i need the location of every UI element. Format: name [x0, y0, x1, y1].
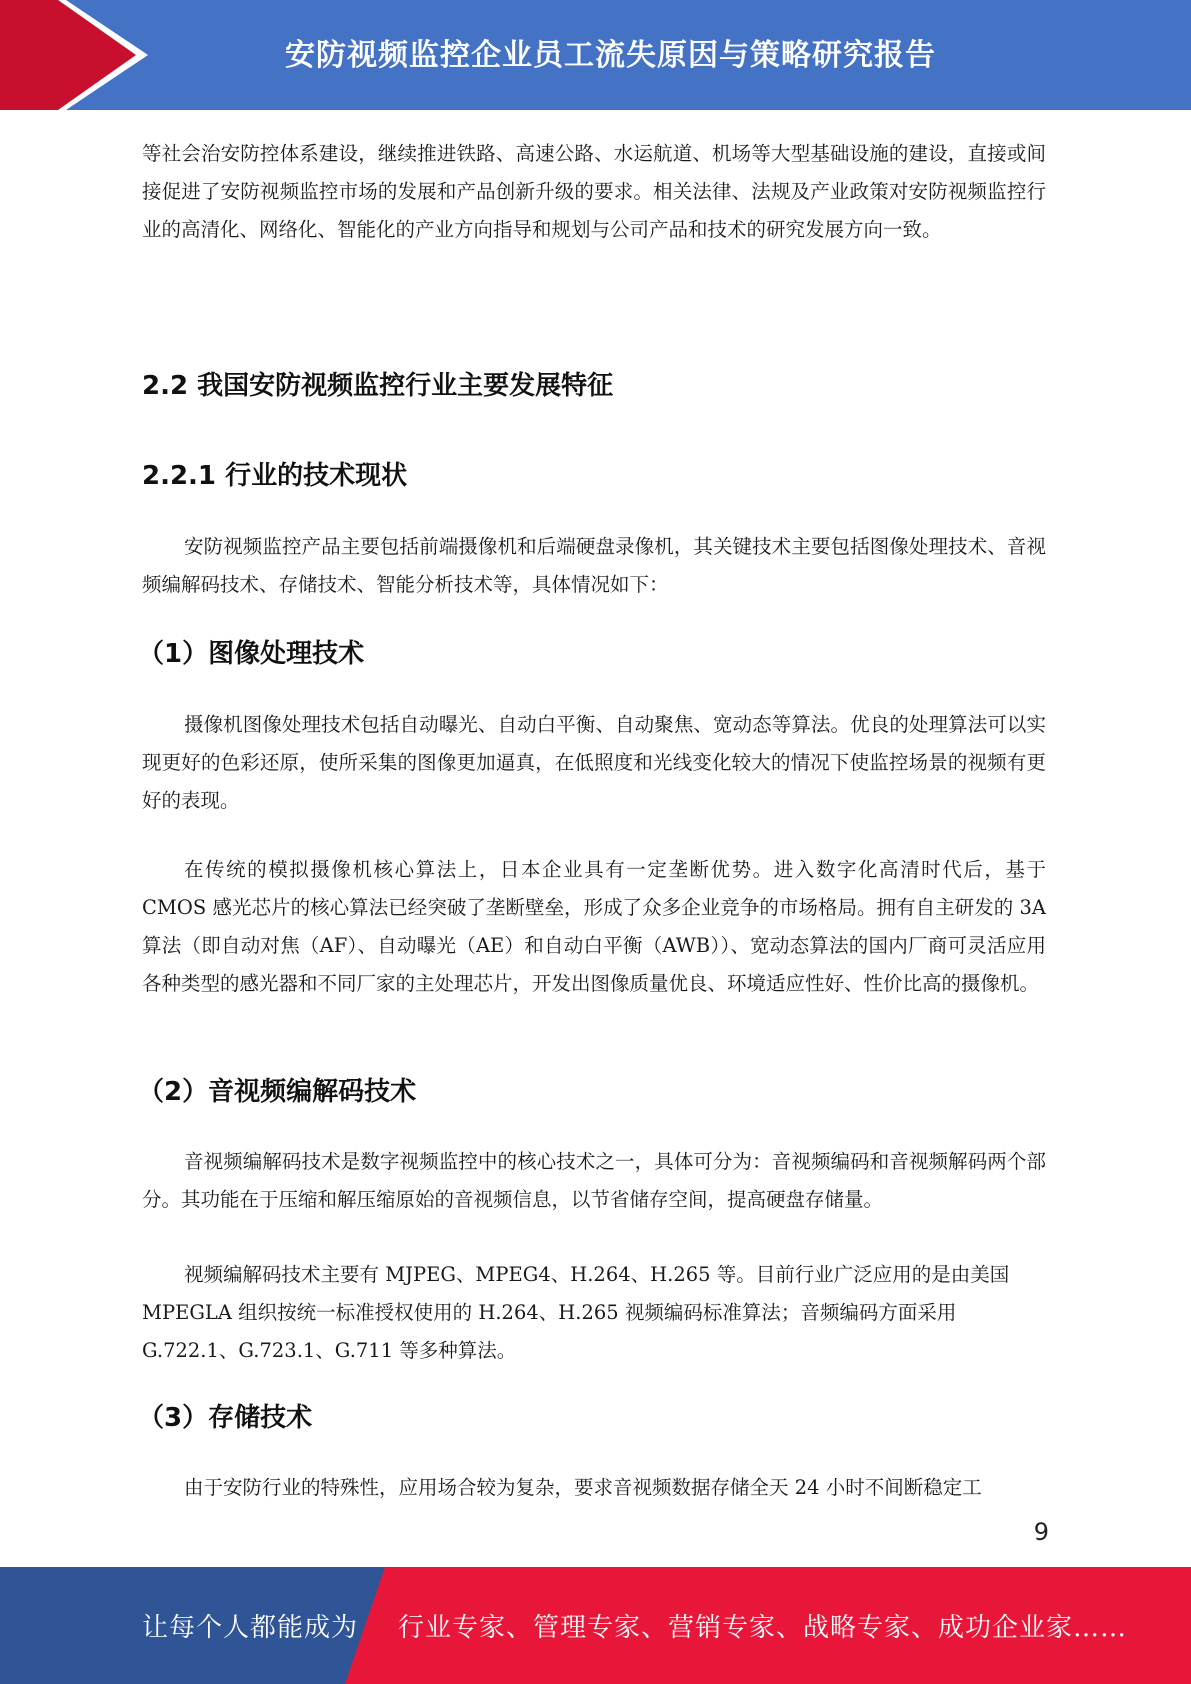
intro-paragraph: 等社会治安防控体系建设，继续推进铁路、高速公路、水运航道、机场等大型基础设施的建设，直接或间接促进了安防视频监控市场的发展和产品创新升级的要求。相关法律、法规及产业政策对安防视频监控行业的高清化、网络化、智能化的产业方向指导和规划与公司产品和技术的研究发展方向一致。 — [142, 142, 1046, 241]
section-2-2-1-heading: 2.2.1 行业的技术现状 — [142, 461, 408, 491]
storage-paragraph-1: 由于安防行业的特殊性，应用场合较为复杂，要求音视频数据存储全天 24 小时不间断稳定工 — [184, 1476, 982, 1499]
subsection-av-codec-heading: （2）音视频编解码技术 — [138, 1077, 417, 1107]
av-codec-paragraph-1: 音视频编解码技术是数字视频监控中的核心技术之一，具体可分为：音视频编码和音视频解码两个部分。其功能在于压缩和解压缩原始的音视频信息，以节省储存空间，提高硬盘存储量。 — [142, 1150, 1046, 1211]
footer-slogan-left: 让每个人都能成为 — [142, 1613, 359, 1643]
av-codec-paragraph-2-line-1: 视频编解码技术主要有 MJPEG、MPEG4、H.264、H.265 等。目前行业广泛应用的是由美国 — [184, 1263, 1010, 1286]
image-processing-paragraph-2: 在传统的模拟摄像机核心算法上，日本企业具有一定垄断优势。进入数字化高清时代后，基于CMOS 感光芯片的核心算法已经突破了垄断壁垒，形成了众多企业竞争的市场格局。拥有自主研发的 3A 算法（即自动对焦（AF）、自动曝光（AE）和自动白平衡（AWB））、宽动态算法的国内厂商可灵活应用各种类型的感光器和不同厂家的主处理芯片，开发出图像质量优良、环境适应性好、性价比高的摄像机。 — [142, 858, 1046, 995]
section-2-2-heading: 2.2 我国安防视频监控行业主要发展特征 — [142, 371, 614, 401]
section-2-2-1-intro: 安防视频监控产品主要包括前端摄像机和后端硬盘录像机，其关键技术主要包括图像处理技术、音视频编解码技术、存储技术、智能分析技术等，具体情况如下： — [142, 535, 1046, 596]
report-title: 安防视频监控企业员工流失原因与策略研究报告 — [285, 38, 936, 73]
subsection-storage-heading: （3）存储技术 — [138, 1403, 313, 1433]
footer-slogan-right: 行业专家、管理专家、营销专家、战略专家、成功企业家…… — [398, 1613, 1128, 1643]
av-codec-paragraph-2-line-3: G.722.1、G.723.1、G.711 等多种算法。 — [142, 1339, 517, 1362]
av-codec-paragraph-2-line-2: MPEGLA 组织按统一标准授权使用的 H.264、H.265 视频编码标准算法；音频编码方面采用 — [142, 1301, 957, 1324]
subsection-image-processing-heading: （1）图像处理技术 — [138, 639, 365, 669]
page-footer — [0, 1567, 1191, 1684]
page-header — [0, 0, 1191, 110]
image-processing-paragraph-1: 摄像机图像处理技术包括自动曝光、自动白平衡、自动聚焦、宽动态等算法。优良的处理算法可以实现更好的色彩还原，使所采集的图像更加逼真，在低照度和光线变化较大的情况下使监控场景的视频有更好的表现。 — [142, 713, 1046, 812]
av-codec-paragraph-2 — [142, 1256, 1046, 1370]
page-number: 9 — [1033, 1518, 1049, 1546]
